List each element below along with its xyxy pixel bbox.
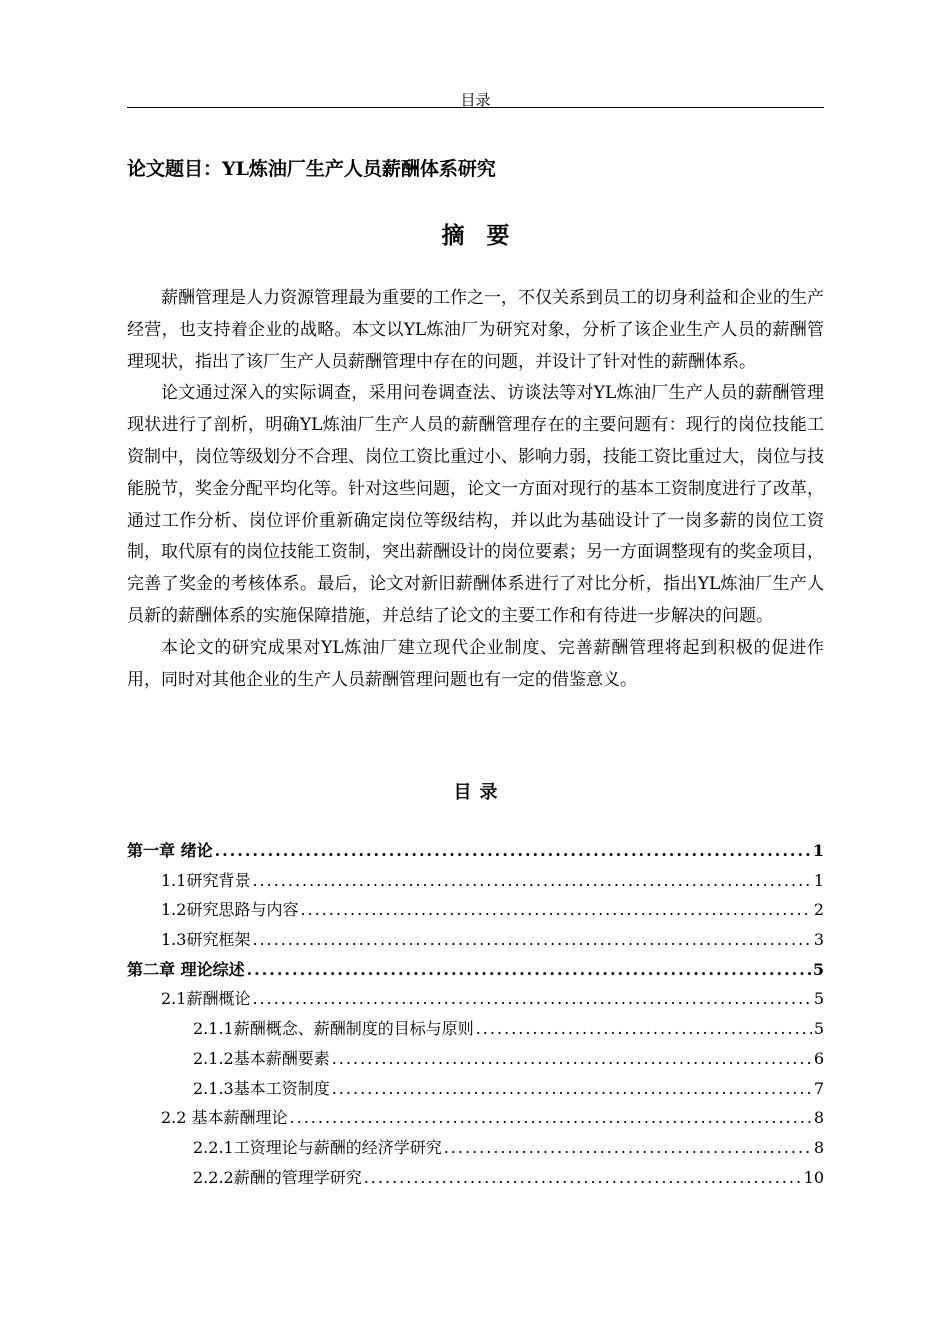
toc-entry-page: 10	[803, 1167, 824, 1187]
toc-entry-2-1-2[interactable]	[127, 1046, 824, 1076]
abstract-paragraph: 论文通过深入的实际调查，采用问卷调查法、访谈法等对YL炼油厂生产人员的薪酬管理现状进行了剖析，明确YL炼油厂生产人员的薪酬管理存在的主要问题有：现行的岗位技能工资制中，岗位等级划分不合理、岗位工资比重过小、影响力弱，技能工资比重过大，岗位与技能脱节，奖金分配平均化等。针对这些问题，论文一方面对现行的基本工资制度进行了改革，通过工作分析、岗位评价重新确定岗位等级结构，并以此为基础设计了一岗多薪的岗位工资制，取代原有的岗位技能工资制，突出薪酬设计的岗位要素；另一方面调整现有的奖金项目，完善了奖金的考核体系。最后，论文对新旧薪酬体系进行了对比分析，指出YL炼油厂生产人员新的薪酬体系的实施保障措施，并总结了论文的主要工作和有待进一步解决的问题。	[127, 383, 824, 626]
toc-entry-label: 1.3研究框架	[161, 930, 251, 950]
toc-dot-leader	[252, 930, 811, 949]
toc-heading: 目录	[453, 782, 506, 803]
toc-dot-leader	[332, 1049, 812, 1068]
thesis-title: 论文题目：YL炼油厂生产人员薪酬体系研究	[127, 158, 496, 180]
toc-dot-leader	[247, 960, 811, 979]
toc-dot-leader	[290, 1108, 812, 1127]
toc-dot-leader	[332, 1079, 812, 1098]
toc-entry-chapter-2[interactable]	[127, 957, 824, 987]
toc-entry-2-1-3[interactable]	[127, 1076, 824, 1106]
toc-entry-label: 2.1.2基本薪酬要素	[193, 1048, 330, 1068]
toc-entry-label: 1.1研究背景	[161, 870, 251, 890]
toc-dot-leader	[252, 989, 811, 1008]
toc-entry-page: 6	[813, 1048, 824, 1068]
toc-entry-page: 2	[813, 900, 824, 920]
toc-entry-2-2[interactable]	[127, 1105, 824, 1135]
toc-entry-label: 2.2.2薪酬的管理学研究	[193, 1167, 362, 1187]
toc-entry-2-1[interactable]	[127, 986, 824, 1016]
toc-entry-page: 1	[812, 841, 824, 860]
toc-entry-1-1[interactable]	[127, 868, 824, 898]
toc-dot-leader	[300, 900, 811, 919]
toc-entry-page: 5	[813, 989, 824, 1009]
toc-entry-label: 2.1薪酬概论	[161, 989, 251, 1009]
toc-dot-leader	[476, 1019, 812, 1038]
toc-entry-label: 第一章 绪论	[127, 841, 213, 860]
abstract-heading: 摘要	[441, 222, 532, 249]
toc-entry-page: 5	[813, 1019, 824, 1039]
toc-entry-1-3[interactable]	[127, 927, 824, 957]
abstract-paragraph: 薪酬管理是人力资源管理最为重要的工作之一，不仅关系到员工的切身利益和企业的生产经营，也支持着企业的战略。本文以YL炼油厂为研究对象，分析了该企业生产人员的薪酬管理现状，指出了该厂生产人员薪酬管理中存在的问题，并设计了针对性的薪酬体系。	[127, 288, 824, 372]
toc-entry-chapter-1[interactable]	[127, 838, 824, 868]
toc-entry-2-2-1[interactable]	[127, 1135, 824, 1165]
toc-entry-label: 1.2研究思路与内容	[161, 900, 299, 920]
toc-entry-1-2[interactable]	[127, 897, 824, 927]
toc-entry-label: 2.2 基本薪酬理论	[161, 1108, 288, 1128]
header-rule	[127, 107, 824, 108]
toc-entry-label: 2.1.1薪酬概念、薪酬制度的目标与原则	[193, 1019, 474, 1039]
toc-entry-page: 8	[813, 1108, 824, 1128]
toc-entry-label: 2.2.1工资理论与薪酬的经济学研究	[193, 1137, 442, 1157]
table-of-contents	[127, 838, 824, 1194]
toc-entry-2-2-2[interactable]	[127, 1165, 824, 1195]
toc-dot-leader	[364, 1168, 802, 1187]
toc-entry-label: 第二章 理论综述	[127, 959, 245, 979]
abstract-body	[127, 283, 824, 696]
toc-entry-2-1-1[interactable]	[127, 1016, 824, 1046]
toc-entry-page: 8	[813, 1137, 824, 1157]
toc-dot-leader	[444, 1138, 812, 1157]
toc-entry-page: 5	[812, 959, 824, 979]
running-header: 目录	[460, 91, 491, 109]
toc-entry-label: 2.1.3基本工资制度	[193, 1078, 330, 1098]
abstract-paragraph: 本论文的研究成果对YL炼油厂建立现代企业制度、完善薪酬管理将起到积极的促进作用，同时对其他企业的生产人员薪酬管理问题也有一定的借鉴意义。	[127, 637, 824, 690]
toc-dot-leader	[252, 871, 811, 890]
toc-entry-page: 1	[813, 870, 824, 890]
toc-entry-page: 7	[813, 1078, 824, 1098]
toc-dot-leader	[215, 841, 811, 860]
toc-entry-page: 3	[813, 930, 824, 950]
